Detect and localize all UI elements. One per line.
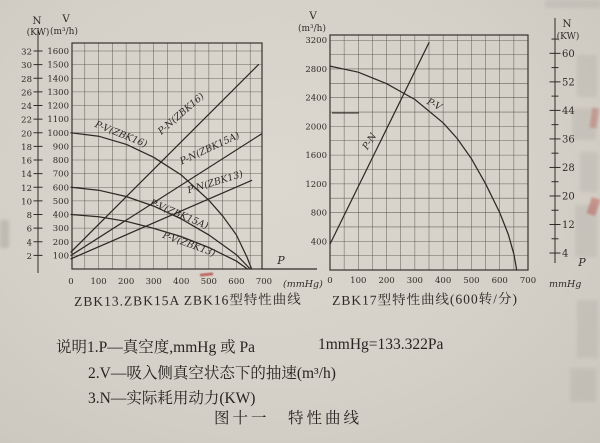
x-tick-label: 400 xyxy=(173,277,190,287)
v-tick-label: 2000 xyxy=(305,122,327,133)
v-tick-label: 500 xyxy=(52,196,69,207)
x-tick-label: 0 xyxy=(68,277,74,287)
x-tick-label: 700 xyxy=(255,277,273,287)
series-label: P-N(ZBK16) xyxy=(156,91,207,138)
axis-header: (m³/h) xyxy=(298,24,326,34)
n-tick-label: 12 xyxy=(21,183,32,194)
n-tick-label: 20 xyxy=(21,129,32,140)
v-tick-label: 800 xyxy=(52,156,69,166)
n-tick-label: 22 xyxy=(21,115,32,126)
series-curve-P-N(ZBK16) xyxy=(71,65,259,252)
bleed-through-mark xyxy=(545,0,600,8)
note-line-3: 3.N—实际耗用动力(KW) xyxy=(88,390,256,407)
chart-zbk13-15a-16 xyxy=(21,13,323,290)
v-tick-label: 100 xyxy=(52,251,69,262)
n-tick-label: 2 xyxy=(26,251,32,262)
axis-header: (KW) xyxy=(556,32,580,42)
right-chart-caption: ZBK17型特性曲线(600转/分) xyxy=(331,291,519,308)
v-tick-label: 1200 xyxy=(305,179,327,190)
v-tick-label: 1100 xyxy=(47,115,69,126)
n-tick-label: 26 xyxy=(21,88,32,99)
x-axis-name: P xyxy=(578,256,586,269)
series-label: P-V xyxy=(424,96,444,114)
bleed-through-mark xyxy=(0,220,9,248)
series-label: P-V(ZBK15A) xyxy=(148,197,210,232)
n-tick-label: 4 xyxy=(562,248,569,260)
v-tick-label: 400 xyxy=(52,210,69,221)
v-tick-label: 1600 xyxy=(47,47,69,57)
axis-header: (m³/h) xyxy=(50,27,78,37)
x-axis-unit: (mmHg) xyxy=(283,279,323,290)
axis-header: (KW) xyxy=(26,28,50,38)
x-tick-label: 100 xyxy=(90,277,107,287)
n-tick-label: 30 xyxy=(21,61,32,72)
x-tick-label: 500 xyxy=(200,277,217,287)
axis-header: N xyxy=(32,15,42,27)
axis-header: V xyxy=(309,10,317,22)
n-tick-label: 24 xyxy=(21,102,32,112)
x-tick-label: 400 xyxy=(435,276,452,286)
n-tick-label: 10 xyxy=(21,197,32,208)
v-tick-label: 300 xyxy=(52,224,69,235)
x-tick-label: 600 xyxy=(491,276,508,286)
n-tick-label: 18 xyxy=(21,142,32,153)
v-tick-label: 3200 xyxy=(305,36,327,47)
n-tick-label: 12 xyxy=(562,220,575,232)
x-tick-label: 300 xyxy=(145,277,162,287)
x-tick-label: 600 xyxy=(228,277,245,287)
series-label: P-N(ZBK13) xyxy=(186,168,245,197)
v-tick-label: 900 xyxy=(52,142,69,153)
note-line-2: 2.V—吸入侧真空状态下的抽速(m³/h) xyxy=(88,365,336,382)
n-tick-label: 60 xyxy=(562,48,575,60)
x-tick-label: 100 xyxy=(350,276,367,286)
series-curve-P-N(ZBK13) xyxy=(71,180,252,258)
n-tick-label: 4 xyxy=(26,238,32,249)
figure-caption: 图十一 特性曲线 xyxy=(214,410,363,427)
note-line-1 xyxy=(56,335,255,357)
v-tick-label: 2400 xyxy=(305,93,327,104)
v-tick-label: 1200 xyxy=(47,101,69,112)
left-chart-caption: ZBK13.ZBK15A ZBK16型特性曲线 xyxy=(73,291,302,310)
n-tick-label: 8 xyxy=(26,211,32,221)
n-tick-label: 6 xyxy=(26,224,32,235)
axis-header: N xyxy=(562,18,572,30)
notes-prefix: 说明 xyxy=(56,339,88,356)
chart-zbk17 xyxy=(298,10,586,290)
x-tick-label: 0 xyxy=(327,276,333,286)
n-tick-label: 52 xyxy=(562,77,575,89)
x-tick-label: 200 xyxy=(378,276,395,286)
n-tick-label: 32 xyxy=(21,47,32,58)
series-curve-P-N xyxy=(330,43,429,245)
v-tick-label: 1600 xyxy=(305,151,327,162)
v-tick-label: 700 xyxy=(52,169,69,180)
n-tick-label: 28 xyxy=(562,162,575,174)
x-axis-unit: mmHg xyxy=(549,279,582,290)
series-label: P-V(ZBK13) xyxy=(160,230,217,260)
n-tick-label: 28 xyxy=(21,74,32,85)
bleed-through-mark xyxy=(577,55,597,97)
v-tick-label: 600 xyxy=(52,183,69,194)
series-label: P-N(ZBK15A) xyxy=(178,130,242,168)
v-tick-label: 1300 xyxy=(47,87,69,98)
n-tick-label: 44 xyxy=(562,105,575,117)
bleed-through-mark xyxy=(577,300,598,358)
v-tick-label: 800 xyxy=(310,208,327,219)
v-tick-label: 400 xyxy=(310,237,327,248)
bleed-through-mark xyxy=(570,368,596,402)
x-tick-label: 200 xyxy=(118,277,135,287)
v-tick-label: 200 xyxy=(52,237,69,248)
v-tick-label: 1400 xyxy=(47,74,69,85)
v-tick-label: 1500 xyxy=(47,60,69,71)
series-label: P-V(ZBK16) xyxy=(93,119,149,151)
note-item-1: 1.P—真空度,mmHg 或 Pa xyxy=(87,339,255,356)
n-tick-label: 36 xyxy=(562,134,575,146)
series-curve-P-V xyxy=(330,66,517,270)
n-tick-label: 14 xyxy=(21,170,32,181)
x-axis-name: P xyxy=(277,254,285,267)
v-tick-label: 2800 xyxy=(305,64,327,75)
bleed-through-mark xyxy=(580,152,598,192)
v-tick-label: 1000 xyxy=(47,128,69,139)
x-tick-label: 700 xyxy=(519,276,537,286)
x-tick-label: 300 xyxy=(406,276,423,286)
n-tick-label: 20 xyxy=(562,191,575,203)
series-label: P-N xyxy=(360,131,380,152)
axis-header: V xyxy=(62,13,70,25)
x-tick-label: 500 xyxy=(463,276,480,286)
n-tick-label: 16 xyxy=(21,156,32,167)
unit-conversion: 1mmHg=133.322Pa xyxy=(318,336,444,353)
